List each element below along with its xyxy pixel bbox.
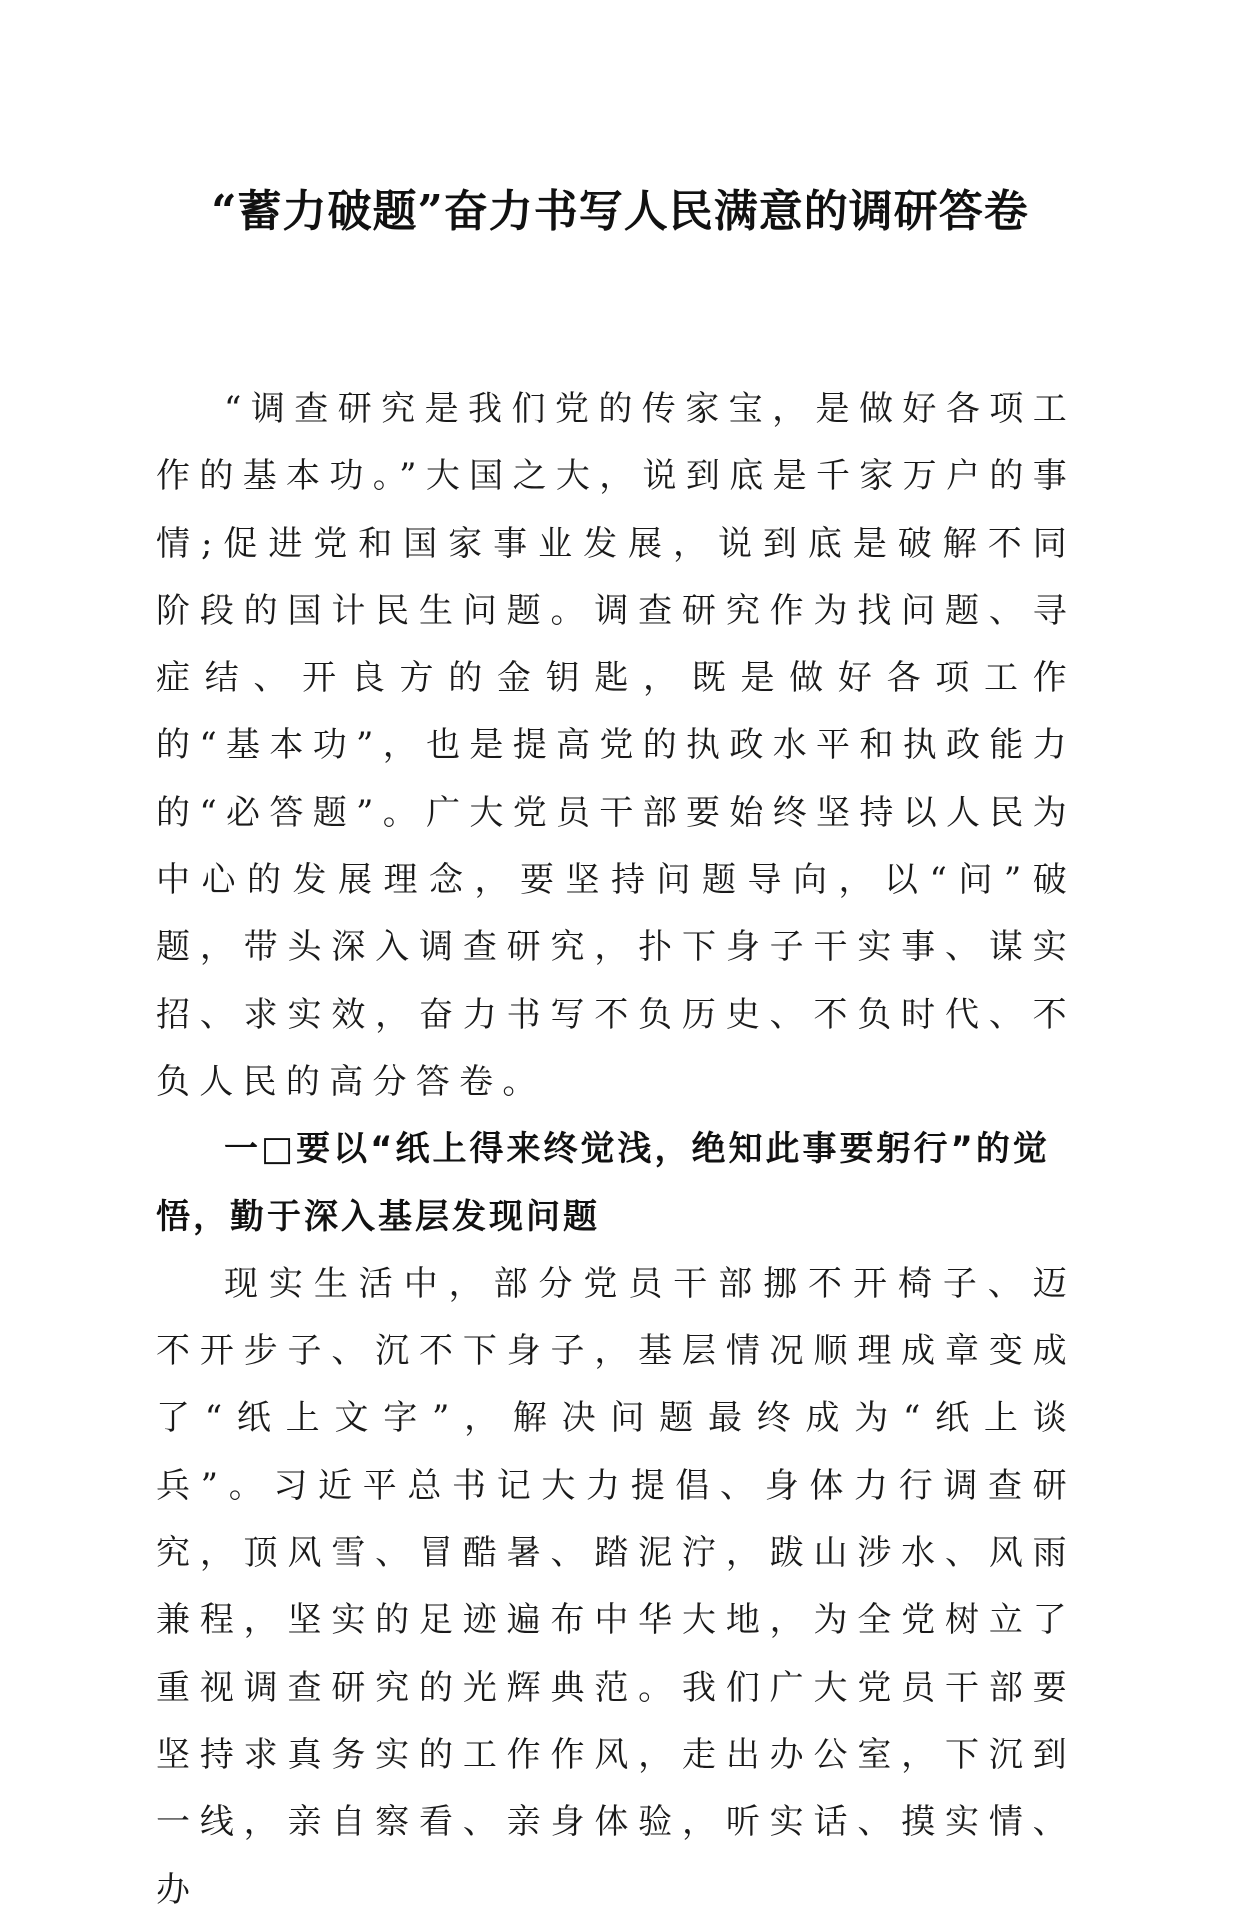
document-title: “蓄力破题”奋力书写人民满意的调研答卷	[211, 186, 1029, 237]
section-heading-1: 一□要以“纸上得来终觉浅，绝知此事要躬行”的觉悟，勤于深入基层发现问题	[156, 1129, 1050, 1237]
intro-paragraph: “调查研究是我们党的传家宝，是做好各项工作的基本功。”大国之大，说到底是千家万户的事情;促进党和国家事业发展，说到底是破解不同阶段的国计民生问题。调查研究作为找问题、寻症结、开良方的金钥匙，既是做好各项工作的“基本功”，也是提高党的执政水平和执政能力的“必答题”。广大党员干部要始终坚持以人民为中心的发展理念，要坚持问题导向，以“问”破题，带头深入调查研究，扑下身子干实事、谋实招、求实效，奋力书写不负历史、不负时代、不负人民的高分答卷。	[156, 389, 1076, 1102]
section-1-paragraph: 现实生活中，部分党员干部挪不开椅子、迈不开步子、沉不下身子，基层情况顺理成章变成了“纸上文字”，解决问题最终成为“纸上谈兵”。习近平总书记大力提倡、身体力行调查研究，顶风雪、冒酷暑、踏泥泞，跋山涉水、风雨兼程，坚实的足迹遍布中华大地，为全党树立了重视调查研究的光辉典范。我们广大党员干部要坚持求真务实的工作作风，走出办公室，下沉到一线，亲自察看、亲身体验，听实话、摸实情、办	[156, 1263, 1076, 1910]
document-body	[156, 376, 1076, 1924]
